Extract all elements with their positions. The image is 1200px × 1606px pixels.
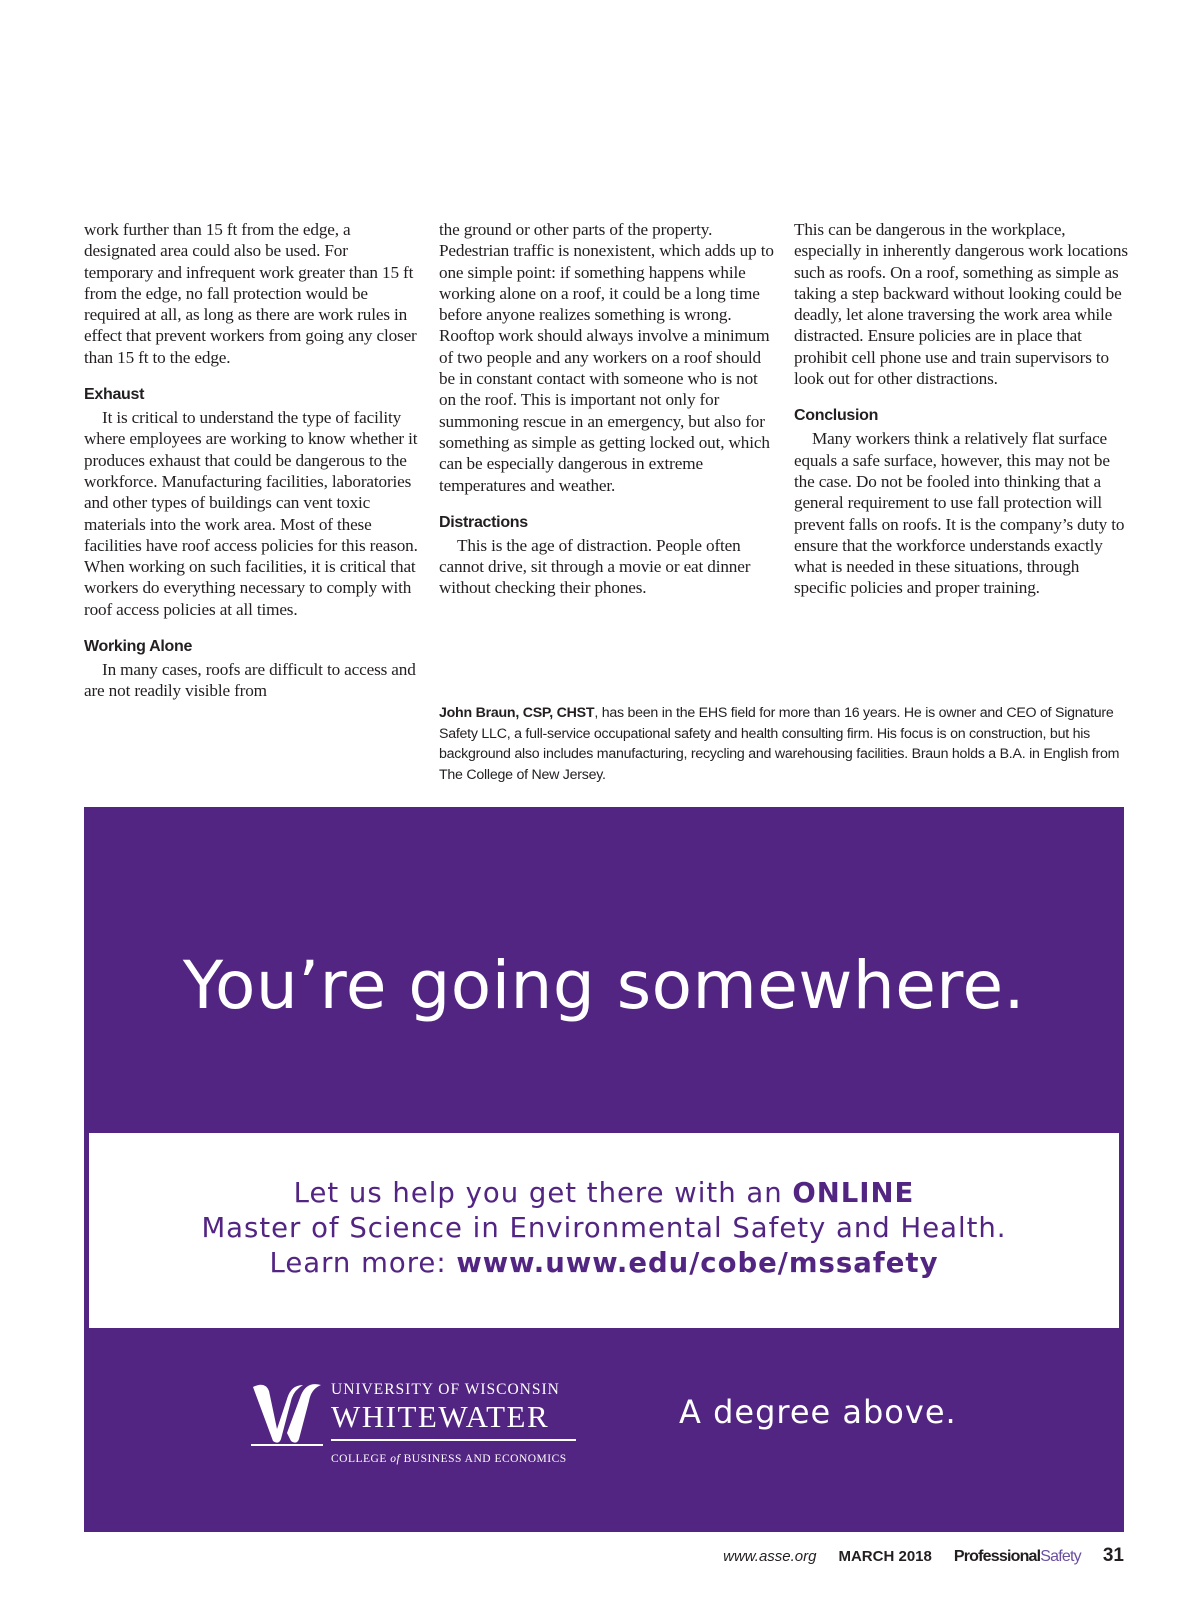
footer-date: MARCH 2018 bbox=[838, 1548, 932, 1565]
ad-line-1 bbox=[89, 1176, 1119, 1211]
article-column-1 bbox=[84, 219, 420, 702]
page-number: 31 bbox=[1102, 1545, 1124, 1566]
paragraph: It is critical to understand the type of facility where employees are working to know whether it produces exhaust that could be dangerous to the workforce. Manufacturing facilities, laboratories and other types of buildings can vent toxic materials into the work area. Most of these facilities have roof access policies for this reason. When working on such facilities, it is critical that workers do everything necessary to comply with roof access policies at all times. bbox=[84, 408, 418, 619]
ad-line-1-text: Let us help you get there with an bbox=[293, 1177, 793, 1209]
section-heading-exhaust: Exhaust bbox=[84, 386, 145, 404]
ad-message-box bbox=[89, 1133, 1119, 1328]
uww-logo bbox=[247, 1377, 587, 1477]
paragraph: Many workers think a relatively flat surface equals a safe surface, however, this may not be the case. Do not be fooled into thinking that a general requirement to use fall protection will prevent falls on roofs. It is the company’s duty to ensure that the workforce understands exactly what is needed in these situations, through specific policies and proper training. bbox=[794, 429, 1125, 598]
article-column-2 bbox=[439, 219, 775, 599]
author-name: John Braun, CSP, CHST bbox=[439, 705, 595, 721]
ad-learn-more-label: Learn more: bbox=[269, 1247, 457, 1279]
magazine-name-part-2: Safety bbox=[1040, 1548, 1081, 1565]
logo-college-line bbox=[331, 1453, 567, 1465]
paragraph: In many cases, roofs are difficult to access and are not readily visible from bbox=[84, 660, 416, 701]
footer-url[interactable]: www.asse.org bbox=[723, 1548, 817, 1565]
author-bio bbox=[439, 703, 1129, 785]
logo-whitewater: WHITEWATER bbox=[331, 1399, 550, 1434]
logo-divider bbox=[331, 1439, 576, 1441]
section-heading-distractions: Distractions bbox=[439, 513, 528, 531]
page-footer bbox=[723, 1545, 1124, 1569]
logo-university-line: UNIVERSITY OF WISCONSIN bbox=[331, 1381, 560, 1398]
article-column-3 bbox=[794, 219, 1130, 599]
uww-w-emblem-icon bbox=[247, 1377, 327, 1449]
ad-headline: You’re going somewhere. bbox=[182, 947, 1026, 1024]
magazine-name-part-1: Professional bbox=[953, 1548, 1041, 1565]
advertisement[interactable] bbox=[84, 807, 1124, 1532]
ad-online-emphasis: ONLINE bbox=[792, 1177, 915, 1209]
ad-url-link[interactable]: www.uww.edu/cobe/mssafety bbox=[456, 1247, 939, 1279]
paragraph: This can be dangerous in the workplace, especially in inherently dangerous work locations such as roofs. On a roof, something as simple as taking a step backward without looking could be deadly, let alone traversing the work area while distracted. Ensure policies are in place that prohibit cell phone use and train supervisors to look out for other distractions. bbox=[794, 220, 1128, 389]
author-bio-text: , has been in the EHS field for more than 16 years. He is owner and CEO of Signature Safety LLC, a full-service occupational safety and health consulting firm. His focus is on construction, but his background also includes manufacturing, recycling and warehousing facilities. Braun holds a B.A. in English from The College of New Jersey. bbox=[439, 705, 1120, 783]
footer-magazine-name bbox=[954, 1548, 1081, 1566]
ad-tagline: A degree above. bbox=[679, 1393, 957, 1431]
paragraph: the ground or other parts of the property. Pedestrian traffic is nonexistent, which adds up to one simple point: if something happens while working alone on a roof, it could be a long time before anyone realizes something is wrong. Rooftop work should always involve a minimum of two people and any workers on a roof should be in constant contact with someone who is not on the roof. This is important not only for summoning rescue in an emergency, but also for something as simple as getting locked out, which can be especially dangerous in extreme temperatures and weather. bbox=[439, 220, 774, 495]
ad-line-3 bbox=[89, 1246, 1119, 1281]
section-heading-working-alone: Working Alone bbox=[84, 638, 193, 656]
paragraph: work further than 15 ft from the edge, a designated area could also be used. For temporary and infrequent work greater than 15 ft from the edge, no fall protection would be required at all, as long as there are work rules in effect that prevent workers from going any closer than 15 ft to the edge. bbox=[84, 220, 417, 367]
paragraph: This is the age of distraction. People often cannot drive, sit through a movie or eat dinner without checking their phones. bbox=[439, 535, 751, 598]
ad-line-2: Master of Science in Environmental Safety and Health. bbox=[201, 1212, 1007, 1244]
logo-of-text: of bbox=[390, 1453, 401, 1465]
logo-college-text: COLLEGE bbox=[331, 1453, 391, 1465]
section-heading-conclusion: Conclusion bbox=[794, 407, 879, 425]
logo-business-text: BUSINESS AND ECONOMICS bbox=[400, 1453, 567, 1465]
